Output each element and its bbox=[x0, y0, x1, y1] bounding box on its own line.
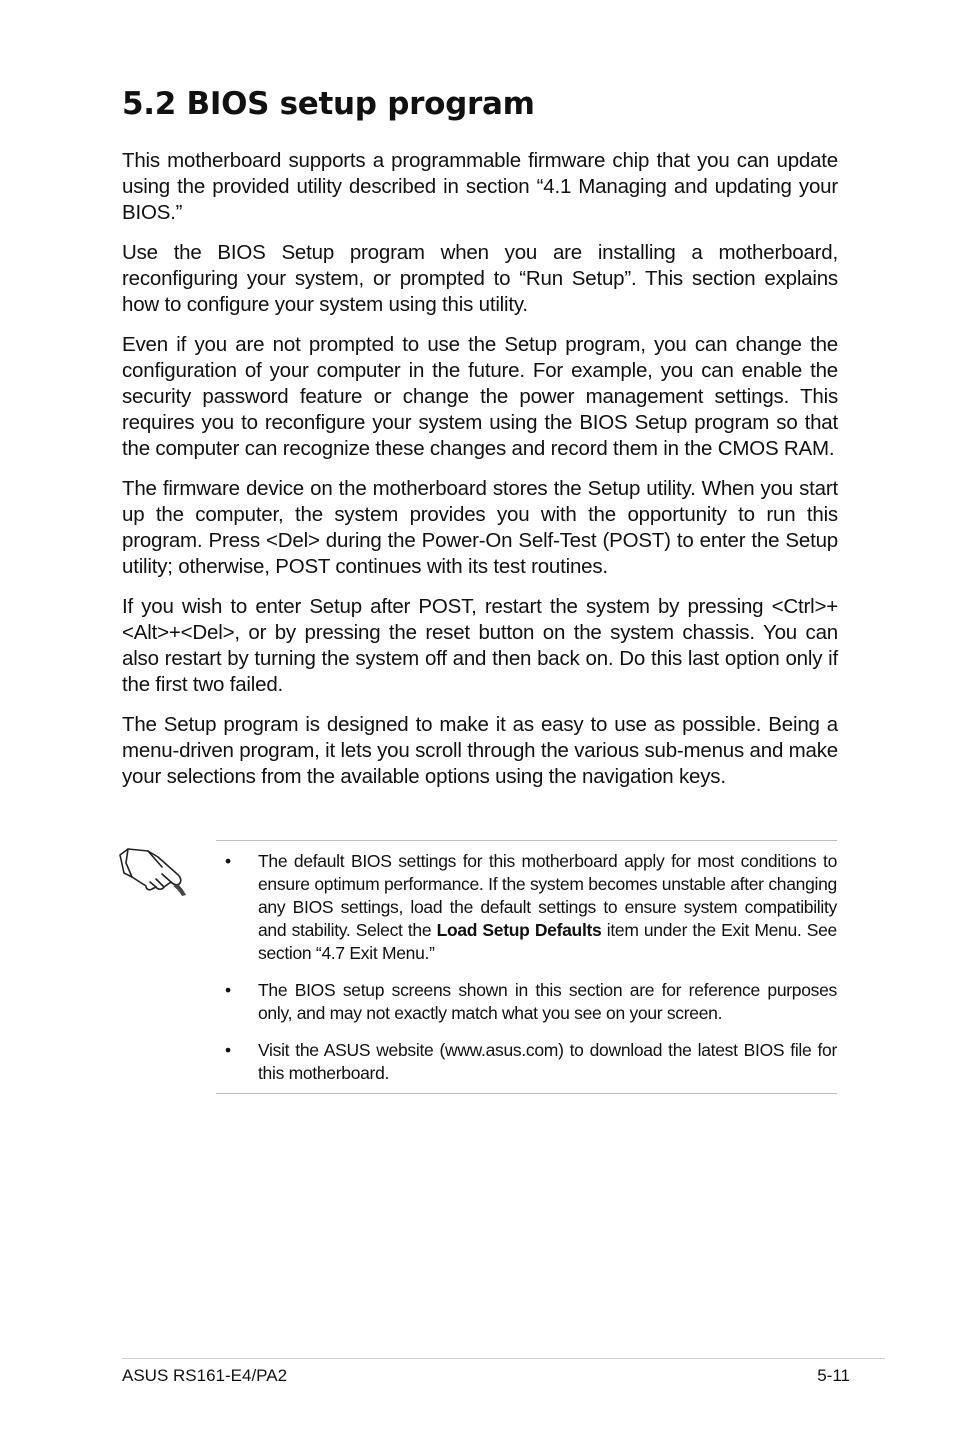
note-text-continued: item under the Exit Menu. See section “4.7 Exit Menu.” bbox=[258, 920, 837, 963]
footer-page-number: 5-11 bbox=[817, 1366, 850, 1385]
note-text: The BIOS setup screens shown in this section are for reference purposes only, and may not exactly match what you see on your screen. bbox=[258, 980, 837, 1023]
paragraph-intro: This motherboard supports a programmable firmware chip that you can update using the provided utility described in section “4.1 Managing and updating your BIOS.” bbox=[122, 149, 838, 224]
note-list bbox=[222, 850, 837, 1099]
paragraph-navigation: The Setup program is designed to make it as easy to use as possible. Being a menu-driven program, it lets you scroll through the various sub-menus and make your selections from the available options using the navigation keys. bbox=[122, 713, 838, 788]
note-item-asus-website bbox=[222, 1039, 837, 1085]
paragraph-restart: If you wish to enter Setup after POST, restart the system by pressing <Ctrl>+<Alt>+<Del>, or by pressing the reset button on the system chassis. You can also restart by turning the system off and then back on. Do this last option only if the first two failed. bbox=[122, 595, 838, 696]
load-setup-defaults-label: Load Setup Defaults bbox=[436, 920, 602, 940]
note-text: The default BIOS settings for this motherboard apply for most conditions to ensure optimum performance. If the system becomes unstable after changing any BIOS settings, load the default settings to ensure system compatibility and stability. Select the bbox=[258, 851, 837, 940]
note-item-reference-screens bbox=[222, 979, 837, 1025]
bullet: • bbox=[225, 980, 231, 1000]
paragraph-firmware: The firmware device on the motherboard stores the Setup utility. When you start up the computer, the system provides you with the opportunity to run this program. Press <Del> during the Power-On Self-Test (POST) to enter the Setup utility; otherwise, POST continues with its test routines. bbox=[122, 477, 838, 578]
pointing-hand-icon bbox=[118, 843, 190, 899]
note-top-divider bbox=[216, 840, 837, 841]
note-item-default-settings bbox=[222, 850, 837, 965]
note-text: Visit the ASUS website (www.asus.com) to download the latest BIOS file for this motherboard. bbox=[258, 1040, 837, 1083]
body-text bbox=[122, 148, 838, 804]
footer-divider bbox=[122, 1358, 885, 1359]
bullet: • bbox=[225, 1040, 231, 1060]
page-title: 5.2 BIOS setup program bbox=[122, 86, 535, 122]
paragraph-usage: Use the BIOS Setup program when you are installing a motherboard, reconfiguring your system, or prompted to “Run Setup”. This section explains how to configure your system using this utility. bbox=[122, 241, 838, 316]
note-bottom-divider bbox=[216, 1093, 837, 1094]
footer-product-name: ASUS RS161-E4/PA2 bbox=[122, 1366, 288, 1385]
paragraph-configuration: Even if you are not prompted to use the Setup program, you can change the configuration of your computer in the future. For example, you can enable the security password feature or change the power management settings. This requires you to reconfigure your system using the BIOS Setup program so that the computer can recognize these changes and record them in the CMOS RAM. bbox=[122, 333, 838, 460]
bullet: • bbox=[225, 851, 231, 871]
